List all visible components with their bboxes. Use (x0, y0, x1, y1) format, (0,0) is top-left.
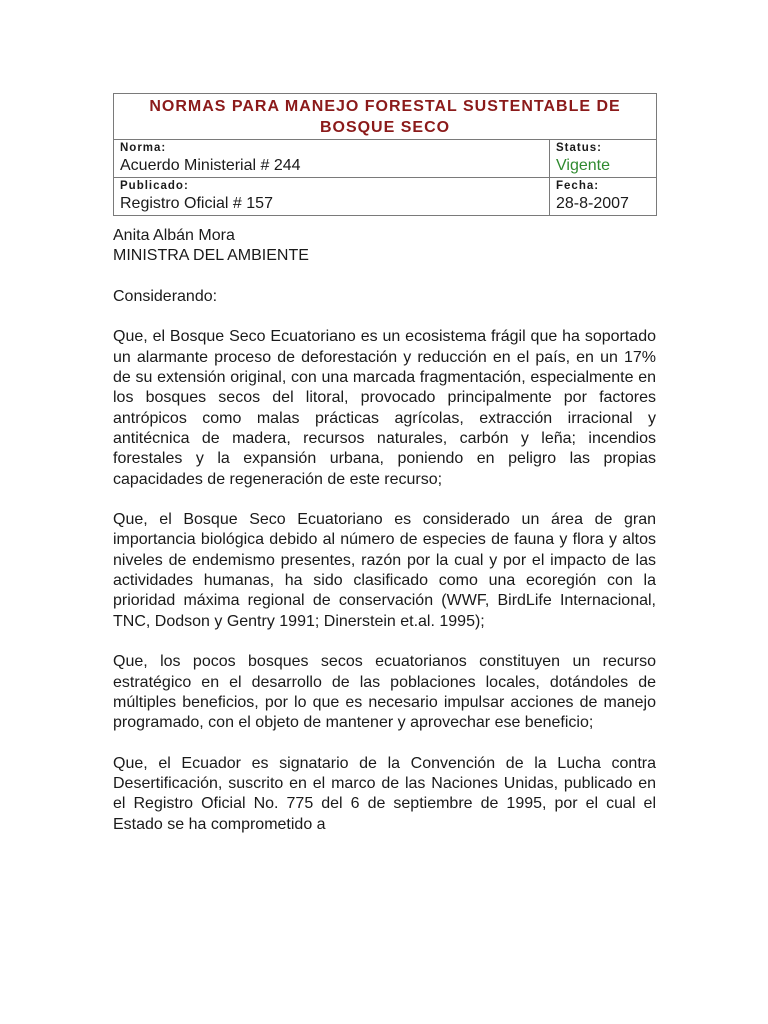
title-line-1: NORMAS PARA MANEJO FORESTAL SUSTENTABLE DE (149, 98, 621, 115)
paragraph: Que, los pocos bosques secos ecuatorianos constituyen un recurso estratégico en el desarrollo de las poblaciones locales, dotándoles de múltiples beneficios, por lo que es necesario impulsar acciones de manejo programado, con el objeto de mantener y aprovechar ese beneficio; (113, 653, 656, 732)
status-label: Status: (556, 142, 602, 154)
norm-header-table (113, 93, 657, 216)
document-page (113, 93, 656, 855)
fecha-value: 28-8-2007 (556, 195, 629, 212)
norma-value: Acuerdo Ministerial # 244 (120, 157, 301, 174)
paragraph: Que, el Ecuador es signatario de la Convención de la Lucha contra Desertificación, suscrito en el marco de las Naciones Unidas, publicado en el Registro Oficial No. 775 del 6 de septiembre de 1995, por el cual el Estado se ha comprometido a (113, 754, 656, 833)
publicado-cell (114, 178, 550, 216)
considerando-heading: Considerando: (113, 287, 218, 305)
document-title (114, 94, 657, 140)
status-cell (550, 140, 657, 178)
norma-label: Norma: (120, 142, 167, 154)
norma-cell (114, 140, 550, 178)
fecha-cell (550, 178, 657, 216)
signatory-role: MINISTRA DEL AMBIENTE (113, 247, 309, 265)
paragraph: Que, el Bosque Seco Ecuatoriano es considerado un área de gran importancia biológica debido al número de especies de fauna y flora y altos niveles de endemismo presentes, razón por la cual y por el impacto de las actividades humanas, ha sido clasificado como una ecoregión con la prioridad máxima regional de conservación (WWF, BirdLife Internacional, TNC, Dodson y Gentry 1991; Dinerstein et.al. 1995); (113, 511, 656, 630)
paragraph: Que, el Bosque Seco Ecuatoriano es un ecosistema frágil que ha soportado un alarmante proceso de deforestación y reducción en el país, en un 17% de su extensión original, con una marcada fragmentación, especialmente en los bosques secos del litoral, provocado principalmente por factores antrópicos como malas prácticas agrícolas, extracción irracional y antitécnica de madera, recursos naturales, carbón y leña; incendios forestales y la expansión urbana, poniendo en peligro las propias capacidades de regeneración de este recurso; (113, 328, 656, 488)
document-body (113, 226, 656, 835)
signatory-name: Anita Albán Mora (113, 227, 235, 244)
publicado-label: Publicado: (120, 180, 189, 192)
fecha-label: Fecha: (556, 180, 600, 192)
title-line-2: BOSQUE SECO (319, 119, 451, 136)
publicado-value: Registro Oficial # 157 (120, 195, 273, 212)
status-value: Vigente (556, 157, 610, 174)
